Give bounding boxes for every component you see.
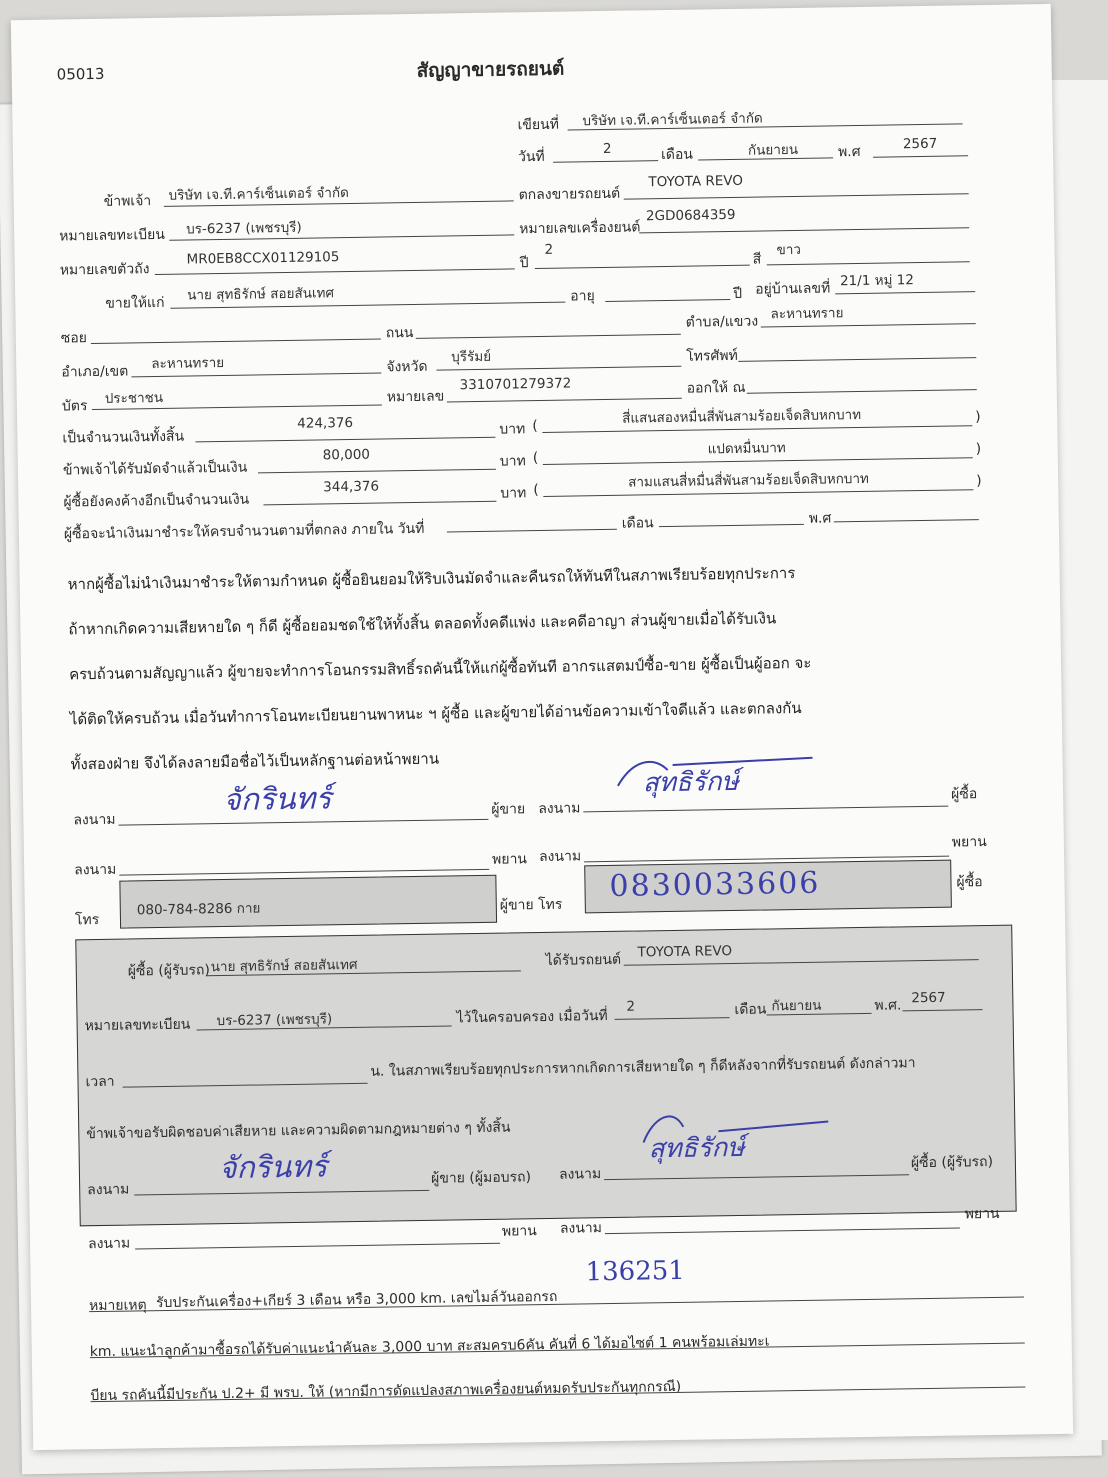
receipt-day: 2: [626, 998, 636, 1015]
document-title: สัญญาขายรถยนต์: [416, 57, 565, 82]
deposit-close-paren: ): [975, 441, 982, 458]
address-value: 21/1 หมู่ 12: [839, 272, 915, 290]
receipt-received-label: ได้รับรถยนต์: [545, 951, 622, 969]
subdistrict-value: ละหานทราย: [770, 305, 844, 323]
remain-label: ผู้ซื้อยังคงค้างอีกเป็นจำนวนเงิน: [63, 491, 250, 511]
terms-line-3: ครบถ้วนตามสัญญาแล้ว ผู้ขายจะทำการโอนกรรมสิทธิ์รถคันนี้ให้แก่ผู้ซื้อทันที อากรแสตมป์ซื้อ-ขาย ผู้ซื้อเป็นผู้ออก จะ: [68, 653, 812, 684]
address-label: อยู่บ้านเลขที่: [755, 280, 831, 298]
seller-phone-value: 080-784-8286 กาย: [136, 900, 261, 919]
receipt-buyer-label: ผู้ซื้อ (ผู้รับรถ): [127, 962, 210, 980]
buyer-signature-stroke: [612, 747, 833, 810]
witness1-role-label: พยาน: [491, 851, 528, 868]
notes-mileage: 136251: [585, 1255, 686, 1288]
receipt-seller-sign-label: ลงนาม: [87, 1181, 130, 1199]
car-model: TOYOTA REVO: [648, 172, 744, 191]
receipt-car: TOYOTA REVO: [637, 943, 733, 961]
due-year-label: พ.ศ: [808, 510, 832, 527]
receipt-time-label: เวลา: [85, 1073, 115, 1091]
receipt-buyer-name: นาย สุทธิรักษ์ สอยสันเทศ: [210, 956, 358, 976]
total-close-paren: ): [975, 409, 981, 426]
deposit-value: 80,000: [322, 446, 371, 464]
due-month-label: เดือน: [621, 515, 654, 532]
document-number: 05013: [56, 64, 105, 84]
vehicle-year-value: 2: [544, 241, 554, 258]
chassis-label: หมายเลขตัวถัง: [59, 261, 150, 279]
chassis-value: MR0EB8CCX01129105: [186, 249, 340, 268]
subdistrict-label: ตำบล/แขวง: [685, 313, 759, 331]
seller-role-label: ผู้ขาย: [491, 801, 526, 818]
issued-line: [747, 389, 977, 394]
buyer-role-label: ผู้ซื้อ: [950, 786, 978, 803]
deposit-text: แปดหมื่นบาท: [707, 440, 786, 458]
terms-line-5: ทั้งสองฝ่าย จึงได้ลงลายมือชื่อไว้เป็นหลักฐานต่อหน้าพยาน: [70, 749, 440, 774]
card-label: บัตร: [61, 398, 88, 415]
receipt-buyer-role: ผู้ซื้อ (ผู้รับรถ): [910, 1153, 994, 1172]
age-unit: ปี: [733, 285, 743, 302]
year-value: 2567: [902, 135, 938, 153]
color-label: สี: [752, 251, 762, 268]
receipt-text-1: น. ในสภาพเรียบร้อยทุกประการหากเกิดการเสียหายใด ๆ ก็ดีหลังจากที่รับรถยนต์ ดังกล่าวมา: [370, 1055, 916, 1080]
witness2-role-label: พยาน: [951, 834, 987, 851]
buyer-name: นาย สุทธิรักษ์ สอยสันเทศ: [187, 285, 335, 304]
receipt-month: กันยายน: [771, 997, 822, 1015]
total-value: 424,376: [297, 414, 354, 432]
receipt-witness1-line: [135, 1243, 500, 1250]
seller-signature: จักรินทร์: [222, 781, 332, 819]
month-label: เดือน: [660, 146, 694, 164]
district-label: อำเภอ/เขต: [61, 363, 129, 381]
receipt-witness2-sign-label: ลงนาม: [559, 1220, 603, 1237]
receipt-witness1-sign-label: ลงนาม: [87, 1235, 131, 1253]
sell-to-label: ขายให้แก่: [105, 294, 165, 312]
color-value: ขาว: [776, 241, 802, 259]
phone-label: โทรศัพท์: [686, 347, 738, 365]
seller-phone-role: ผู้ขาย โทร: [499, 896, 563, 914]
remain-open-paren: (: [533, 482, 539, 499]
receipt-buyer-sign-label: ลงนาม: [558, 1166, 602, 1183]
seller-label: ข้าพเจ้า: [103, 193, 152, 210]
due-year-line: [834, 519, 979, 522]
province-value: บุรีรัมย์: [451, 348, 492, 366]
remain-line: [263, 501, 496, 506]
receipt-seller-role: ผู้ขาย (ผู้มอบรถ): [430, 1169, 532, 1187]
remain-baht: บาท: [500, 485, 527, 502]
reg-value: บร-6237 (เพชรบุรี): [186, 219, 302, 238]
receipt-buyer-signature: สุทธิรักษ์: [648, 1132, 745, 1165]
soi-line: [91, 338, 381, 344]
receipt-witness2-line: [605, 1227, 960, 1234]
seller-name: บริษัท เจ.ที.คาร์เซ็นเตอร์ จำกัด: [168, 184, 349, 204]
color-line: [767, 261, 970, 265]
due-day-line: [447, 529, 617, 533]
issued-label: ออกให้ ณ: [686, 379, 746, 397]
buyer-phone-value: 0830033606: [609, 865, 821, 904]
total-baht: บาท: [499, 421, 526, 438]
deposit-line: [258, 469, 496, 474]
notes-line-1: รับประกันเครื่อง+เกียร์ 3 เดือน หรือ 3,000 km. เลขไมล์วันออกรถ: [155, 1288, 558, 1312]
witness1-sign-label: ลงนาม: [74, 861, 117, 879]
day-line: [553, 160, 658, 163]
due-month-line: [659, 524, 804, 527]
car-line: [624, 193, 969, 199]
receipt-year-label: พ.ศ.: [874, 997, 902, 1014]
vehicle-year-line: [535, 265, 750, 269]
vehicle-year-label: ปี: [519, 255, 529, 272]
engine-line: [639, 227, 969, 233]
receipt-month-label: เดือน: [734, 1001, 767, 1019]
seller-phone-label: โทร: [74, 911, 100, 929]
engine-label: หมายเลขเครื่องยนต์: [519, 219, 641, 238]
remain-text: สามแสนสี่หมื่นสี่พันสามร้อยเจ็ดสิบหกบาท: [628, 470, 870, 491]
card-number-label: หมายเลข: [386, 388, 445, 406]
card-number-value: 3310701279372: [459, 375, 572, 394]
deposit-baht: บาท: [499, 453, 526, 470]
notes-line-2: km. แนะนำลูกค้ามาซื้อรถได้รับค่าแนะนำคันละ 3,000 บาท สะสมครบ6คัน คันที่ 6 ได้มอไซต์ 1 คนพร้อมเล่มทะเ: [89, 1333, 770, 1361]
month-value: กันยายน: [747, 141, 799, 159]
day-value: 2: [602, 140, 612, 157]
receipt-text-2: ข้าพเจ้าขอรับผิดชอบค่าเสียหาย และความผิดตามกฎหมายต่าง ๆ ทั้งสิ้น: [86, 1119, 511, 1143]
total-line: [195, 437, 495, 443]
due-label: ผู้ซื้อจะนำเงินมาชำระให้ครบจำนวนตามที่ตกลง ภายใน วันที่: [63, 520, 425, 543]
day-label: วันที่: [517, 148, 545, 166]
receipt-possess-label: ไว้ในครอบครอง เมื่อวันที่: [456, 1008, 608, 1027]
receipt-witness2-role: พยาน: [964, 1205, 1000, 1223]
deposit-label: ข้าพเจ้าได้รับมัดจำแล้วเป็นเงิน: [62, 459, 248, 479]
witness2-sign-label: ลงนาม: [538, 848, 582, 866]
road-line: [416, 334, 681, 339]
age-line: [605, 299, 730, 302]
receipt-year: 2567: [911, 989, 946, 1007]
total-label: เป็นจำนวนเงินทั้งสิ้น: [62, 428, 185, 447]
address-line: [835, 291, 975, 294]
terms-line-2: ถ้าหากเกิดความเสียหายใด ๆ ก็ดี ผู้ซื้อยอมชดใช้ให้ทั้งสิ้น ตลอดทั้งคดีแพ่ง และคดีอาญา ส่วนผู้ขายเมื่อได้รับเงิน: [68, 609, 777, 639]
engine-value: 2GD0684359: [645, 206, 736, 225]
written-at-value: บริษัท เจ.ที.คาร์เซ็นเตอร์ จำกัด: [582, 110, 763, 130]
receipt-reg-label: หมายเลขทะเบียน: [84, 1016, 191, 1035]
phone-line: [738, 357, 976, 362]
notes-line-3: บียน รถคันนี้มีประกัน ป.2+ มี พรบ. ให้ (หากมีการดัดแปลงสภาพเครื่องยนต์หมดรับประกันทุกกรณี): [90, 1378, 682, 1405]
receipt-reg: บร-6237 (เพชรบุรี): [216, 1011, 333, 1030]
reg-label: หมายเลขทะเบียน: [59, 226, 166, 245]
terms-line-1: หากผู้ซื้อไม่นำเงินมาชำระให้ตามกำหนด ผู้ซื้อยินยอมให้ริบเงินมัดจำและคืนรถให้ทันทีในสภาพเรียบร้อยทุกประการ: [67, 564, 796, 594]
year-line: [873, 155, 968, 157]
soi-label: ซอย: [60, 330, 88, 347]
deposit-open-paren: (: [532, 450, 539, 467]
total-open-paren: (: [532, 418, 538, 435]
chassis-line: [155, 268, 515, 275]
witness1-sign-line: [119, 869, 489, 876]
total-text: สี่แสนสองหมื่นสี่พันสามร้อยเจ็ดสิบหกบาท: [622, 406, 862, 427]
remain-close-paren: ): [976, 473, 982, 490]
notes-label: หมายเหตุ: [88, 1297, 147, 1315]
road-label: ถนน: [385, 324, 414, 342]
province-label: จังหวัด: [386, 358, 428, 376]
buyer-signature: สุทธิรักษ์: [642, 766, 739, 799]
card-number-line: [447, 398, 682, 403]
receipt-buyer-signature-stroke: [638, 1099, 859, 1162]
buyer-sign-label: ลงนาม: [538, 800, 581, 818]
contract-page: [11, 4, 1073, 1450]
agree-sell-label: ตกลงขายรถยนต์: [518, 185, 621, 204]
seller-sign-label: ลงนาม: [73, 811, 116, 829]
written-at-label: เขียนที่: [517, 116, 560, 134]
remain-value: 344,376: [323, 478, 380, 496]
terms-line-4: ได้ติดให้ครบถ้วน เมื่อวันทำการโอนทะเบียนยานพาหนะ ฯ ผู้ซื้อ และผู้ขายได้อ่านข้อความเข้าใจดีแล้ว และตกลงกัน: [69, 698, 802, 729]
district-value: ละหานทราย: [151, 354, 225, 373]
year-label: พ.ศ: [837, 143, 861, 161]
card-value: ประชาชน: [104, 389, 164, 407]
receipt-seller-signature: จักรินทร์: [218, 1149, 328, 1187]
buyer-phone-role: ผู้ซื้อ: [956, 874, 983, 891]
receipt-witness1-role: พยาน: [501, 1223, 537, 1240]
age-label: อายุ: [570, 288, 595, 305]
